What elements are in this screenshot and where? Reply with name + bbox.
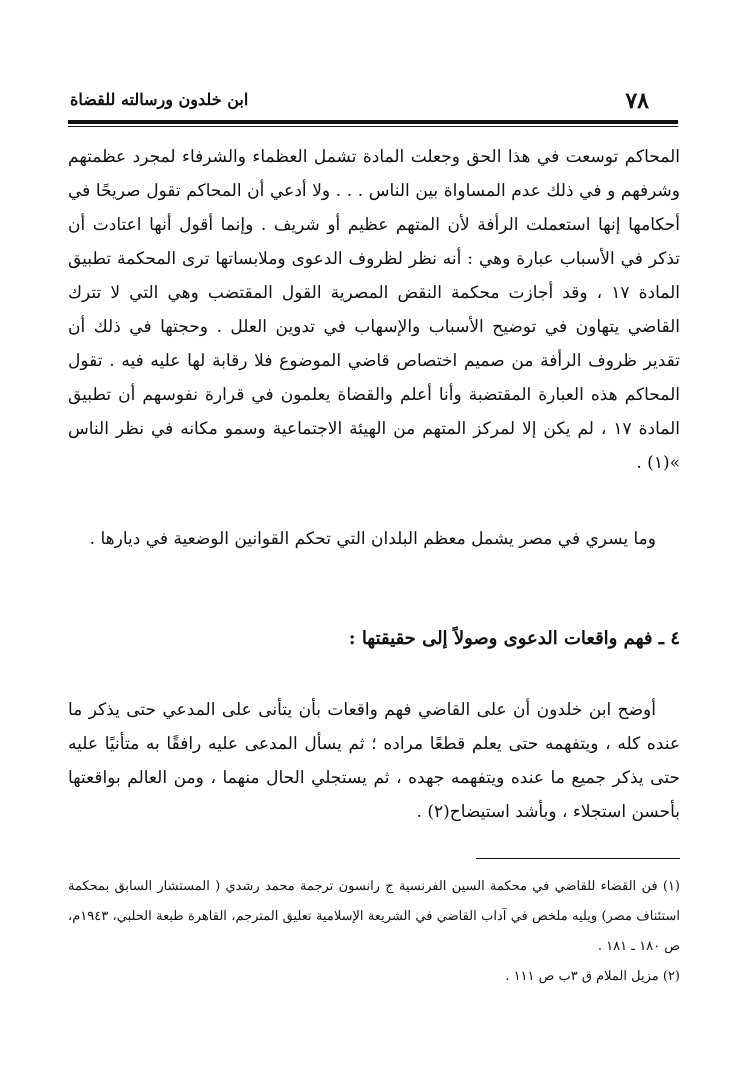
paragraph-2: وما يسري في مصر يشمل معظم البلدان التي تحكم القوانين الوضعية في ديارها . — [89, 529, 656, 549]
page-number: ٧٨ — [625, 88, 649, 114]
header-rule-thin — [68, 126, 678, 127]
paragraph-3: أوضح ابن خلدون أن على القاضي فهم واقعات بأن يتأنى على المدعي حتى يذكر ما عنده كله ، ويتفهمه حتى يعلم قطعًا مراده ؛ ثم يسأل المدعى عليه رافقًا به متأنيًا عليه حتى يذكر جميع ما عنده ويتفهمه جهده ، ثم يستجلي الحال منهما ، ومن العالم بواقعتها بأحسن استجلاء ، وبأشد استيضاح(٢) . — [68, 700, 680, 822]
footnotes — [68, 872, 680, 992]
main-text — [68, 140, 680, 556]
running-title: ابن خلدون ورسالته للقضاة — [70, 90, 249, 109]
paragraph-1: المحاكم توسعت في هذا الحق وجعلت المادة تشمل العظماء والشرفاء لمجرد عظمتهم وشرفهم و في ذلك عدم المساواة بين الناس . . . ولا أدعي أن المحاكم تقول صريحًا في أحكامها إنها استعملت الرأفة لأن المتهم عظيم أو شريف . وإنما أقول أنها اعتادت أن تذكر في الأسباب عبارة وهي : أنه نظر لظروف الدعوى وملابساتها ترى المحكمة تطبيق المادة ١٧ ، وقد أجازت محكمة النقض المصرية القول المقتضب وهي التي لا تترك القاضي يتهاون في توضيح الأسباب والإسهاب في تدوين العلل . وحجتها في ذلك أن تقدير ظروف الرأفة من صميم اختصاص قاضي الموضوع فلا رقابة لها عليه فيه . تقول المحاكم هذه العبارة المقتضبة وأنا أعلم والقضاة يعلمون في قرارة نفوسهم أن تطبيق المادة ١٧ ، لم يكن إلا لمركز المتهم من الهيئة الاجتماعية وسمو مكانه في نظر الناس »(١) . — [68, 147, 680, 473]
footnote-1: (١) فن القضاء للقاضي في محكمة السين الفرنسية ج رانسون ترجمة محمد رشدي ( المستشار السابق بمحكمة استئناف مصر) ويليه ملخص في آداب القاضي في الشريعة الإسلامية تعليق المترجم، القاهرة طبعة الحلبي، ١٩٤٣م، ص ١٨٠ ـ ١٨١ . — [68, 879, 680, 954]
footnote-2: (٢) مزيل الملام ق ٣ب ص ١١١ . — [505, 969, 680, 984]
footnote-divider — [476, 858, 680, 859]
header-rule-thick — [68, 120, 678, 124]
section-heading: ٤ ـ فهم واقعات الدعوى وصولاً إلى حقيقتها : — [348, 628, 680, 649]
